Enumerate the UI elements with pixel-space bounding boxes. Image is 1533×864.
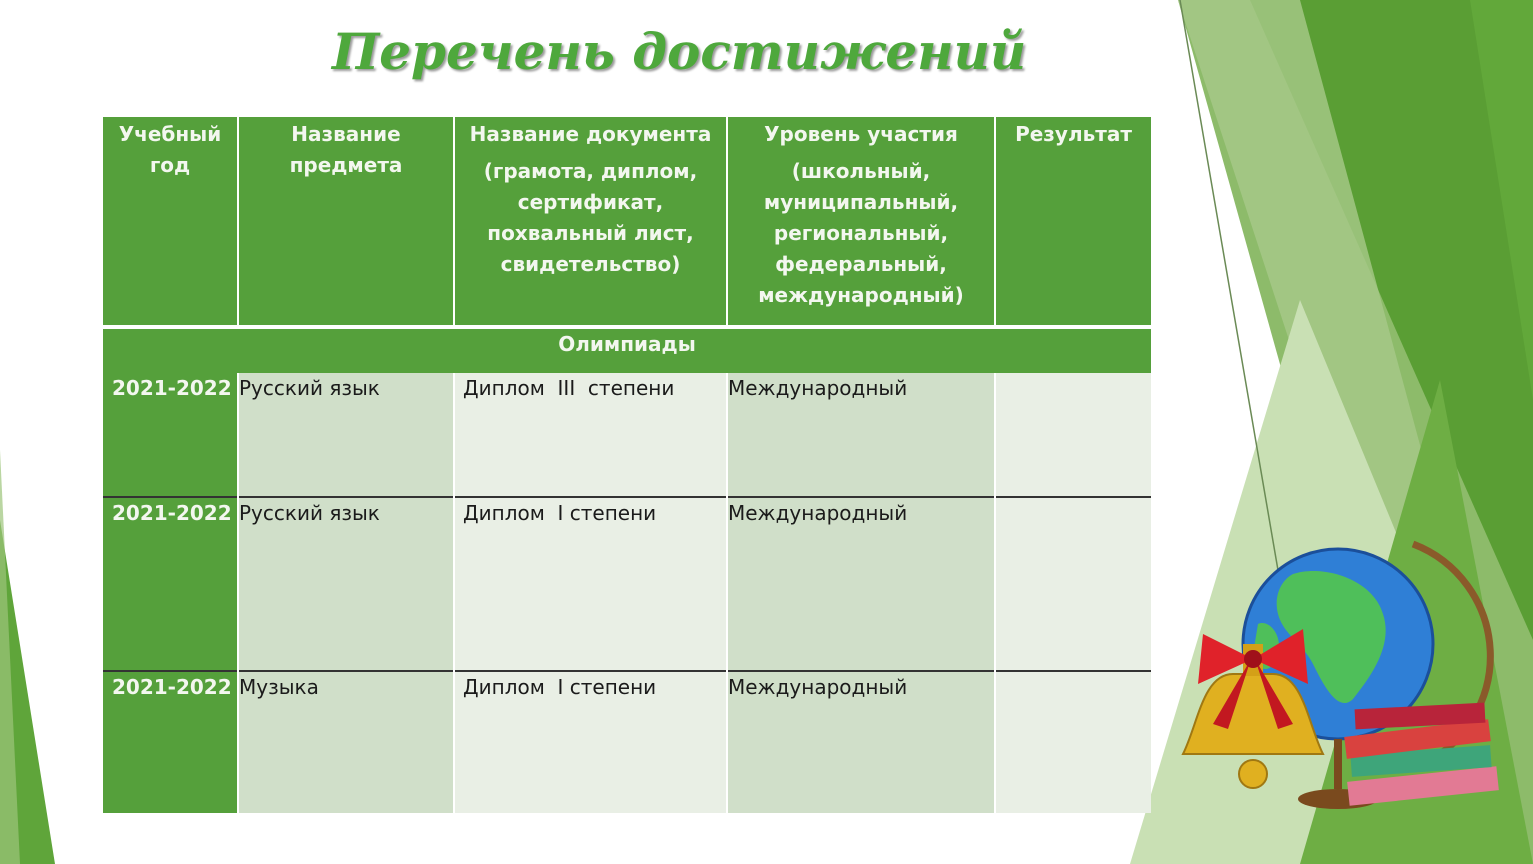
books-icon <box>1344 703 1499 806</box>
cell-level: Международный <box>727 497 995 671</box>
cell-document: Диплом III степени <box>454 373 727 497</box>
achievements-table <box>103 117 1151 813</box>
bell-icon <box>1183 629 1323 788</box>
table-row <box>103 497 1151 671</box>
table-row <box>103 373 1151 497</box>
header-result <box>995 117 1151 327</box>
section-row <box>103 327 1151 373</box>
table-header-row <box>103 117 1151 327</box>
school-decoration <box>1173 524 1503 834</box>
cell-subject: Музыка <box>238 671 454 813</box>
cell-result <box>995 497 1151 671</box>
cell-subject: Русский язык <box>238 497 454 671</box>
header-document <box>454 117 727 327</box>
cell-year: 2021-2022 <box>103 373 238 497</box>
page-title: Перечень достижений <box>332 22 1027 81</box>
cell-result <box>995 671 1151 813</box>
header-year-label: Учебный год <box>118 122 222 177</box>
header-level-label: Уровень участия <box>764 122 958 146</box>
cell-result <box>995 373 1151 497</box>
cell-level: Международный <box>727 373 995 497</box>
cell-subject: Русский язык <box>238 373 454 497</box>
cell-year: 2021-2022 <box>103 497 238 671</box>
cell-year: 2021-2022 <box>103 671 238 813</box>
header-year <box>103 117 238 327</box>
header-level-note: (школьный, муниципальный, региональный, федеральный, международный) <box>758 159 964 307</box>
header-document-label: Название документа <box>469 122 712 146</box>
header-subject-label: Название предмета <box>289 122 403 177</box>
header-result-label: Результат <box>1015 122 1132 146</box>
header-document-note: (грамота, диплом, сертификат, похвальный лист, свидетельство) <box>483 159 698 276</box>
cell-level: Международный <box>727 671 995 813</box>
table-row <box>103 671 1151 813</box>
cell-document: Диплом I степени <box>454 497 727 671</box>
header-level <box>727 117 995 327</box>
cell-document: Диплом I степени <box>454 671 727 813</box>
section-label: Олимпиады <box>103 327 1151 373</box>
header-subject <box>238 117 454 327</box>
